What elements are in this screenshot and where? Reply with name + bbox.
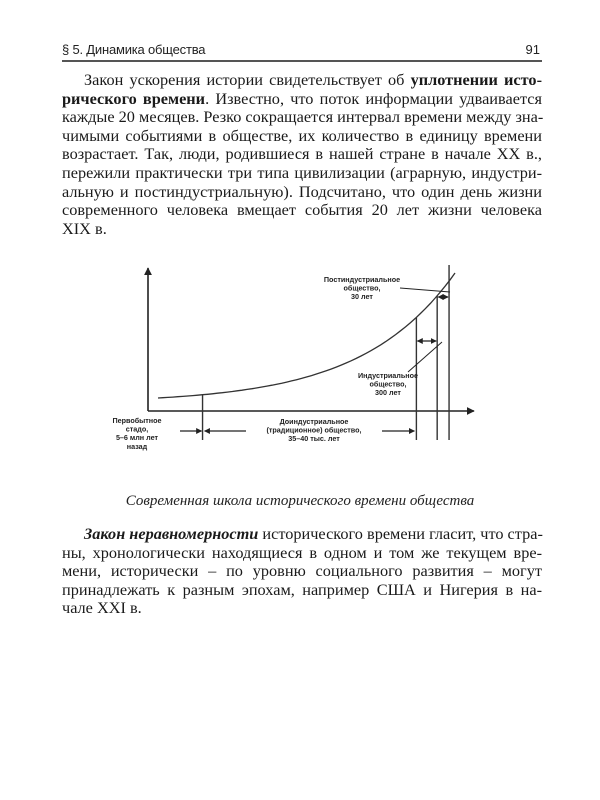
text-run: пережили практически три типа цивилизации (аграрную, индустри- (62, 162, 542, 182)
annotation-primitive: назад (126, 441, 148, 451)
emphasized-term: уплотнении исто- (410, 70, 542, 89)
text-run: . Известно, что поток информации удваивается (205, 88, 542, 108)
annotation-postindustrial: 30 лет (351, 292, 373, 302)
annotation-preindustrial: (традиционное) общество, (266, 425, 362, 435)
text-run: ны, хронологически находящиеся в одном и том же текущем вре- (62, 542, 542, 562)
text-run: альную и постиндустриальную). Подсчитано, что один день жизни (62, 181, 542, 201)
text-run: каждые 20 месяцев. Резко сокращается интервал времени между зна- (62, 107, 544, 127)
text-run: принадлежать к разным эпохам, например США и Нигерия в на- (62, 579, 542, 599)
text-line (62, 581, 542, 600)
annotation-primitive: стадо, (125, 424, 149, 434)
annotation-industrial: 300 лет (375, 388, 401, 398)
text-run: чимыми событиями в обществе, их количество в единицу времени (62, 125, 542, 145)
text-run: XIX в. (62, 218, 107, 238)
text-run: возрастает. Так, люди, родившиеся в нашей стране в начале XX в., (62, 144, 542, 164)
emphasized-term: Закон неравномерности (84, 524, 259, 543)
annotation-primitive: Первобытное (112, 416, 162, 425)
text-line (62, 525, 542, 544)
text-run: современного человека вмещает события 20 лет жизни человека (62, 200, 542, 220)
emphasized-term: рического времени (62, 88, 206, 108)
paragraph-unevenness-law (62, 525, 542, 618)
text-run: чале XXI в. (62, 598, 142, 618)
annotation-postindustrial: Постиндустриальное (323, 275, 401, 284)
text-run: Закон ускорения истории свидетельствует об (84, 70, 411, 89)
text-run: мени, исторически – по уровню социального развития – могут (62, 561, 542, 581)
text-run: исторического времени гласит, что стра- (258, 524, 543, 543)
annotation-industrial: общество, (369, 379, 407, 389)
text-line (62, 544, 542, 563)
page-number: 91 (525, 42, 540, 57)
figure-caption: Современная школа исторического времени общества (125, 493, 475, 509)
text-line (62, 599, 542, 618)
annotation-postindustrial: общество, (343, 283, 381, 293)
annotation-preindustrial: Доиндустриальное (279, 417, 349, 426)
text-line (62, 562, 542, 581)
annotation-preindustrial: 35–40 тыс. лет (288, 434, 340, 444)
annotation-industrial: Индустриальное (357, 371, 419, 380)
section-title: § 5. Динамика общества (62, 42, 206, 57)
annotation-primitive: 5–6 млн лет (115, 433, 159, 443)
